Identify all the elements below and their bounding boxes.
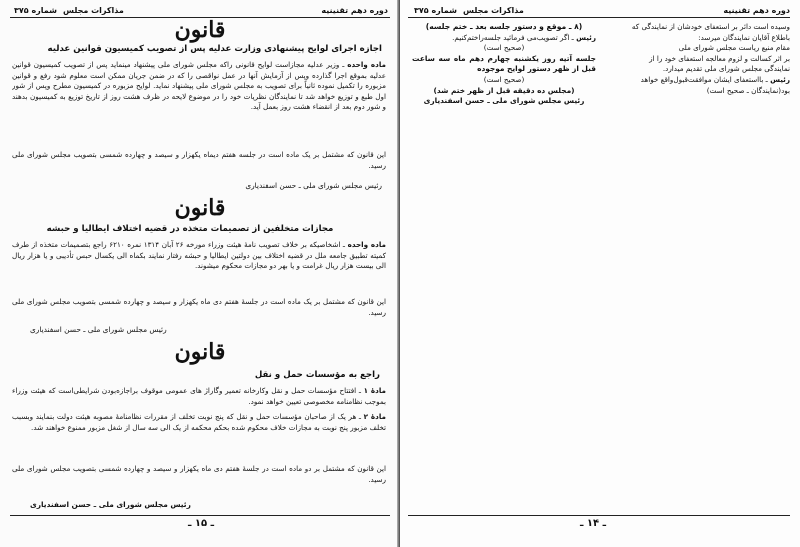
law-1-heading: قانون bbox=[174, 17, 226, 43]
president-label: رئیس bbox=[576, 32, 596, 42]
law-3-closing: این قانون که مشتمل بر دو ماده است در جلسهٔ هفتم دی ماه یکهزار و سیصد و چهارده شمسی بتصویب مجلس شورای ملی رسید. bbox=[12, 464, 386, 484]
right-page-header-left bbox=[414, 4, 524, 16]
law-2-article-text: اشخاصیکه بر خلاف تصویب نامهٔ هیئت وزراء مورخه ۲۶ آبان ۱۳۱۴ نمره ۶۲۱۰ راجع بتصمیمات متخذه از طرف کمیته تطبیق جامعه ملل در قضیه اختلاف بین دولتین ایطالیا و حبشه رفتار نمایند بکماه الی یکسال حبس تأدیبی و یا هزار ریال الی بیست هزار ریال غرامت و یا بهر دو مجازات محکوم میشوند. bbox=[12, 240, 386, 271]
signature: رئیس مجلس شورای ملی ـ حسن اسفندیاری bbox=[423, 96, 585, 106]
right-column bbox=[610, 22, 790, 96]
law-1-subtitle: اجازه اجرای لوایح پیشنهادی وزارت عدلیه پس از تصویب کمیسیون قوانین عدلیه bbox=[47, 44, 382, 54]
law-1-article-text: وزیر عدلیه مجازاست لوایح قانونی راکه مجلس شورای ملی پیشنهاد مینماید پس از تصویب کمیسیون قوانین عدلیه بموقع اجرا گذارده وپس از آزمایش آنها در عمل نواقصی را که در ضمن جریان ممکن است معلوم شود رفع و قوانین مزبوره را تکمیل نموده ثانیاً برای تصویب به مجلس شورای ملی پیشنهاد نماید. لوایح مزبوره در کمیسیون مطرح وپس از شور اول طبع و توزیع خواهد شد تا نمایندگان نظریات خود را در موضوع لایحه در ظرف هشت روز از تاریخ توزیع به کمیسیون بدهند و شور دوم بعد از انقضاء هشت روز بعمل آید. bbox=[12, 60, 386, 112]
header-title: مذاکرات مجلس bbox=[463, 5, 524, 15]
law-2-article-label: ماده واحده bbox=[347, 240, 386, 249]
header-title: مذاکرات مجلس bbox=[63, 5, 124, 15]
law-3-article-2: مادهٔ ۲ ـ هر یک از صاحبان مؤسسات حمل و نقل که پنج نوبت تخلف از مقررات نظامنامهٔ مصوبه هیئت دولت بنمایند وبسبب تخلف مزبور پنج نوبت به مجازات خلاف محکوم شده بحکم محکمه از یک الی سه سال از شغل مزبور ممنوع خواهند شد. bbox=[12, 412, 386, 432]
law-2-signature: رئیس مجلس شورای ملی ـ حسن اسفندیاری bbox=[30, 325, 167, 334]
president-text: اگر تصویب‌می فرمائید جلسه‌راختم‌کنیم. bbox=[452, 32, 570, 42]
right-column-president-line: رئیس ـ بااستعفای ایشان موافقت‌قبول‌واقع خواهد bbox=[640, 74, 790, 84]
president-text: بااستعفای ایشان موافقت‌قبول‌واقع خواهد bbox=[640, 74, 764, 84]
section-heading: (۸ ـ موقع و دستور جلسه بعد ـ ختم جلسه) bbox=[425, 22, 583, 31]
law-3-article-2-text: هر یک از صاحبان مؤسسات حمل و نقل که پنج نوبت تخلف از مقررات نظامنامهٔ مصوبه هیئت دولت بنمایند وبسبب تخلف مزبور پنج نوبت به مجازات خلاف محکوم شده بحکم محکمه از یک الی سه سال از شغل مزبور ممنوع خواهند شد. bbox=[12, 412, 386, 432]
right-column-line: بر اثر کسالت و لزوم معالجه استعفای خود را از bbox=[649, 53, 790, 63]
header-issue: شماره ۳۷۵ bbox=[414, 5, 458, 15]
right-page-header bbox=[723, 4, 790, 16]
right-column-line: مقام منیع ریاست مجلس شورای ملی bbox=[678, 43, 790, 53]
law-2-heading: قانون bbox=[174, 195, 226, 221]
page-number: ـ ۱۴ ـ bbox=[580, 518, 607, 529]
footer-rule bbox=[408, 515, 790, 516]
header-period: دوره دهم تقنینیه bbox=[723, 5, 790, 15]
next-session: جلسه آتیه روز یکشنبه چهارم دهم ماه سه ساعت قبل از ظهر دستور لوایح موجوده bbox=[412, 53, 596, 74]
law-2-body: ماده واحده ـ اشخاصیکه بر خلاف تصویب نامهٔ هیئت وزراء مورخه ۲۶ آبان ۱۳۱۴ نمره ۶۲۱۰ راجع بتصمیمات متخذه از طرف کمیته تطبیق جامعه ملل در قضیه اختلاف بین دولتین ایطالیا و حبشه رفتار نمایند بکماه الی یکسال حبس تأدیبی و یا هزار ریال الی بیست هزار ریال غرامت و یا بهر دو مجازات محکوم میشوند. bbox=[12, 240, 386, 271]
law-1-signature: رئیس مجلس شورای ملی ـ حسن اسفندیاری bbox=[245, 181, 382, 190]
session-closed: (مجلس ده دقیقه قبل از ظهر ختم شد) bbox=[433, 85, 575, 95]
left-page-header bbox=[321, 4, 388, 16]
president-line: رئیس ـ اگر تصویب‌می فرمائید جلسه‌راختم‌کنیم. bbox=[452, 32, 596, 42]
right-page bbox=[400, 0, 800, 547]
response: (صحیح است) bbox=[483, 43, 525, 53]
left-column bbox=[412, 22, 596, 107]
president-label: رئیس bbox=[770, 74, 790, 84]
law-3-article-1-label: مادهٔ ۱ bbox=[363, 386, 386, 395]
law-1-body: ماده واحده ـ وزیر عدلیه مجازاست لوایح قانونی راکه مجلس شورای ملی پیشنهاد مینماید پس از تصویب کمیسیون قوانین عدلیه بموقع اجرا گذارده وپس از آزمایش آنها در عمل نواقصی را که در ضمن جریان ممکن است معلوم شود رفع و قوانین مزبوره را تکمیل نموده ثانیاً برای تصویب به مجلس شورای ملی پیشنهاد نماید. لوایح مزبوره در کمیسیون مطرح وپس از شور اول طبع و توزیع خواهد شد تا نمایندگان نظریات خود را در موضوع لایحه در ظرف هشت روز از تاریخ توزیع به کمیسیون بدهند و شور دوم بعد از انقضاء هشت روز بعمل آید. bbox=[12, 60, 386, 112]
law-1-closing: این قانون که مشتمل بر یک ماده است در جلسه هفتم دیماه یکهزار و سیصد و چهارده شمسی بتصویب مجلس شورای ملی رسید. bbox=[12, 150, 386, 170]
law-3-article-1: مادهٔ ۱ ـ افتتاح مؤسسات حمل و نقل وکارخانه تعمیر وگاراژ های عمومی موقوف براجازه‌بودن شرایطی‌است که هیئت وزراء بموجب نظامنامه مخصوصی تعیین خواهد نمود. bbox=[12, 386, 386, 406]
header-rule bbox=[408, 17, 790, 18]
header-period: دوره دهم تقنینیه bbox=[321, 5, 388, 15]
header-issue: شماره ۳۷۵ bbox=[14, 5, 58, 15]
law-3-article-2-label: مادهٔ ۲ bbox=[363, 412, 386, 421]
law-3-heading: قانون bbox=[174, 339, 226, 365]
right-column-line: بود(نمایندگان ـ صحیح است) bbox=[706, 85, 790, 95]
page-number: ـ ۱۵ ـ bbox=[188, 518, 215, 529]
right-column-line: وسیده است دائر بر استعفای خودشان از نمایندگی که bbox=[631, 22, 790, 31]
left-page-header-left bbox=[14, 4, 124, 16]
right-column-line: باطلاع آقایان نمایندگان میرسد: bbox=[698, 32, 790, 42]
law-3-subtitle: راجع به مؤسسات حمل و نقل bbox=[254, 370, 380, 380]
law-2-subtitle: مجازات متخلفین از تصمیمات متخذه در قضیه اختلاف ایطالیا و حبشه bbox=[46, 224, 334, 234]
right-column-line: نمایندگی مجلس شورای ملی تقدیم میدارد. bbox=[662, 64, 790, 74]
law-3-signature: رئیس مجلس شورای ملی ـ حسن اسفندیاری bbox=[30, 500, 191, 509]
footer-rule bbox=[10, 515, 390, 516]
law-2-closing: این قانون که مشتمل بر یک ماده است در جلسهٔ هفتم دی ماه یکهزار و سیصد و چهارده شمسی بتصویب مجلس شورای ملی رسید. bbox=[12, 297, 386, 317]
response: (صحیح است) bbox=[483, 74, 525, 84]
law-3-article-1-text: افتتاح مؤسسات حمل و نقل وکارخانه تعمیر وگاراژ های عمومی موقوف براجازه‌بودن شرایطی‌است که هیئت وزراء بموجب نظامنامه مخصوصی تعیین خواهد نمود. bbox=[12, 386, 386, 406]
law-1-article-label: ماده واحده bbox=[347, 60, 386, 69]
